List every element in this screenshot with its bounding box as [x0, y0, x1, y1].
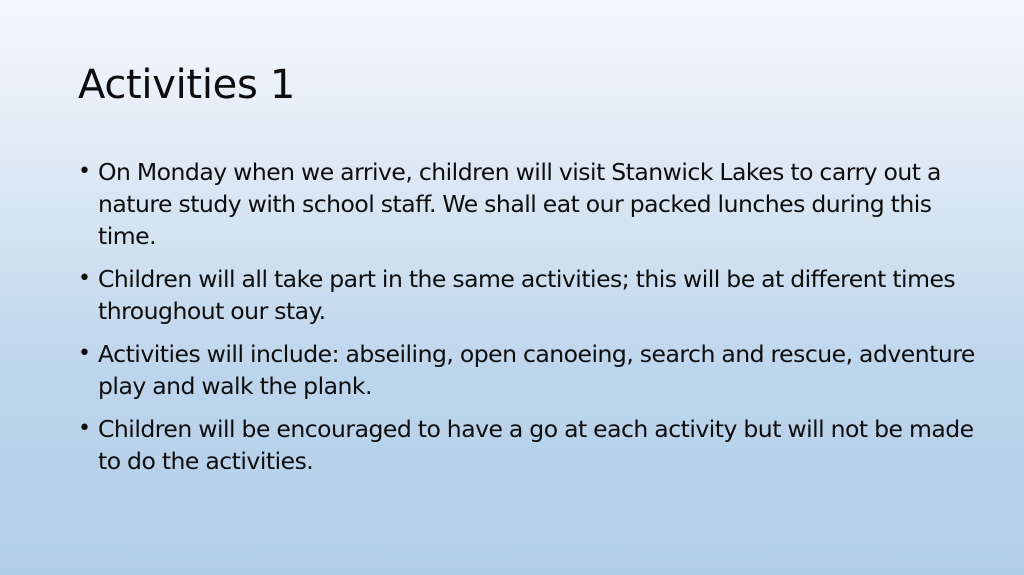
bullet-dot-icon: • [78, 416, 91, 441]
bullet-text: On Monday when we arrive, children will visit Stanwick Lakes to carry out a nature study with school staff. We shall eat our packed lunches during this time. [98, 158, 941, 250]
slide-title: Activities 1 [78, 62, 296, 108]
bullet-dot-icon: • [78, 341, 91, 366]
bullet-dot-icon: • [78, 159, 91, 184]
bullet-item [78, 156, 978, 252]
bullet-list [78, 156, 978, 488]
bullet-item [78, 338, 978, 402]
bullet-dot-icon: • [78, 266, 91, 291]
bullet-item [78, 413, 978, 477]
bullet-text: Children will be encouraged to have a go at each activity but will not be made to do the activities. [98, 415, 974, 475]
bullet-text: Activities will include: abseiling, open canoeing, search and rescue, adventure play and walk the plank. [98, 340, 975, 400]
bullet-text: Children will all take part in the same activities; this will be at different times throughout our stay. [98, 265, 956, 325]
bullet-item [78, 263, 978, 327]
